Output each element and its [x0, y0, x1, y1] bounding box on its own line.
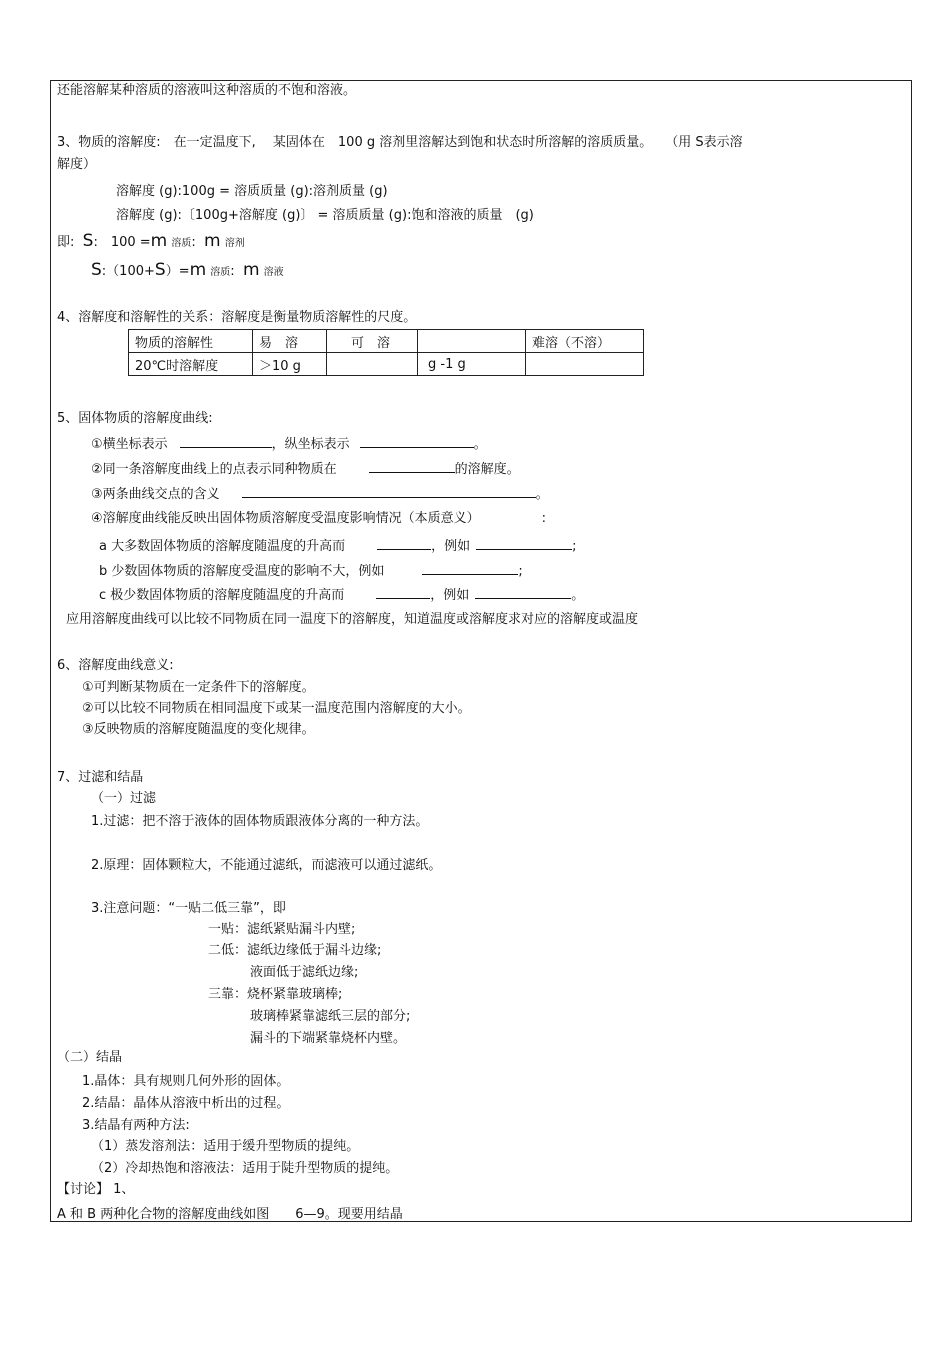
formula-solubility-1: 溶解度 (g):100g = 溶质质量 (g):溶剂质量 (g) [116, 184, 388, 199]
blank-line [376, 586, 430, 599]
text-two-low-1: 二低：滤纸边缘低于漏斗边缘; [208, 943, 382, 958]
text-filtration-notes: 3.注意问题：“一贴二低三靠”，即 [91, 901, 286, 916]
table-cell: g -1 g [418, 353, 526, 376]
text-crystallization-methods: 3.结晶有两种方法: [82, 1118, 190, 1133]
blank-line [422, 562, 518, 575]
table-cell [526, 353, 644, 376]
text-curve-meaning-1: ①可判断某物质在一定条件下的溶解度。 [82, 680, 315, 695]
text-three-lean-1: 三靠：烧杯紧靠玻璃棒; [208, 987, 343, 1002]
text-crystallization-definition: 2.结晶：晶体从溶液中析出的过程。 [82, 1096, 290, 1111]
text-filtration-definition: 1.过滤：把不溶于液体的固体物质跟液体分离的一种方法。 [91, 814, 429, 829]
text-curve-meaning-2: ②可以比较不同物质在相同温度下或某一温度范围内溶解度的大小。 [82, 701, 471, 716]
table-row [129, 353, 644, 376]
question-minority: b 少数固体物质的溶解度受温度的影响不大，例如 ; [99, 564, 523, 579]
table-cell: 可 溶 [327, 330, 418, 353]
text-curve-meaning-3: ③反映物质的溶解度随温度的变化规律。 [82, 722, 315, 737]
text-three-lean-3: 漏斗的下端紧靠烧杯内壁。 [250, 1031, 407, 1046]
question-rare: c 极少数固体物质的溶解度随温度的升高而 ，例如 。 [99, 588, 585, 603]
subheading-crystallization: （二）结晶 [57, 1050, 123, 1065]
text-three-lean-2: 玻璃棒紧靠滤纸三层的部分; [250, 1009, 411, 1024]
heading-filtration-crystallization: 7、过滤和结晶 [57, 770, 144, 785]
table-cell: 难溶（不溶） [526, 330, 644, 353]
blank-line [476, 537, 572, 550]
text-filtration-principle: 2.原理：固体颗粒大，不能通过滤纸，而滤液可以通过滤纸。 [91, 858, 442, 873]
blank-line [242, 485, 536, 498]
table-cell: 易 溶 [253, 330, 327, 353]
blank-line [180, 435, 272, 448]
subheading-filtration: （一）过滤 [91, 791, 157, 806]
text-two-low-2: 液面低于滤纸边缘; [250, 965, 359, 980]
blank-line [377, 537, 431, 550]
table-cell [327, 353, 418, 376]
text-unsaturated-solution: 还能溶解某种溶质的溶液叫这种溶质的不饱和溶液。 [57, 83, 357, 98]
heading-solubility-definition: 3、物质的溶解度: 在一定温度下, 某固体在 100 g 溶剂里溶解达到饱和状态时所溶解的溶质质量。 （用 S表示溶 [57, 135, 743, 150]
text-discussion: 【讨论】 1、 [57, 1182, 135, 1197]
blank-line [360, 435, 474, 448]
text-crystal-definition: 1.晶体：具有规则几何外形的固体。 [82, 1074, 290, 1089]
text-discussion-question: A 和 B 两种化合物的溶解度曲线如图 6—9。现要用结晶 [57, 1207, 403, 1222]
table-cell: 20℃时溶解度 [129, 353, 253, 376]
text-method-cooling: （2）冷却热饱和溶液法：适用于陡升型物质的提纯。 [91, 1161, 399, 1176]
formula-solubility-3: 即: S: 100 =m 溶质: m 溶剂 [57, 231, 245, 251]
table-cell: 物质的溶解性 [129, 330, 253, 353]
question-curve-point: ②同一条溶解度曲线上的点表示同种物质在 的溶解度。 [91, 462, 520, 477]
heading-curve-meaning: 6、溶解度曲线意义: [57, 658, 174, 673]
formula-solubility-4: S:（100+S）=m 溶质: m 溶液 [91, 260, 284, 280]
question-intersection: ③两条曲线交点的含义 。 [91, 487, 549, 502]
table-cell: ＞10 g [253, 353, 327, 376]
question-temperature-effect: ④溶解度曲线能反映出固体物质溶解度受温度影响情况（本质意义） : [91, 511, 547, 526]
question-majority: a 大多数固体物质的溶解度随温度的升高而 ，例如 ; [99, 539, 577, 554]
blank-line [475, 586, 571, 599]
heading-solubility-curve: 5、固体物质的溶解度曲线: [57, 411, 213, 426]
text-curve-application: 应用溶解度曲线可以比较不同物质在同一温度下的溶解度，知道温度或溶解度求对应的溶解度或温度 [66, 612, 639, 627]
text-one-stick: 一贴：滤纸紧贴漏斗内壁; [208, 922, 356, 937]
blank-line [369, 460, 455, 473]
question-axes: ①横坐标表示 ，纵坐标表示 。 [91, 437, 487, 452]
table-row [129, 330, 644, 353]
heading-solubility-relation: 4、溶解度和溶解性的关系：溶解度是衡量物质溶解性的尺度。 [57, 310, 417, 325]
table-cell [418, 330, 526, 353]
text-method-evaporation: （1）蒸发溶剂法：适用于缓升型物质的提纯。 [91, 1139, 360, 1154]
text-solubility-definition-cont: 解度） [57, 157, 97, 172]
solubility-table [128, 329, 644, 376]
formula-solubility-2: 溶解度 (g):〔100g+溶解度 (g)〕 = 溶质质量 (g):饱和溶液的质量 (g) [116, 208, 534, 223]
